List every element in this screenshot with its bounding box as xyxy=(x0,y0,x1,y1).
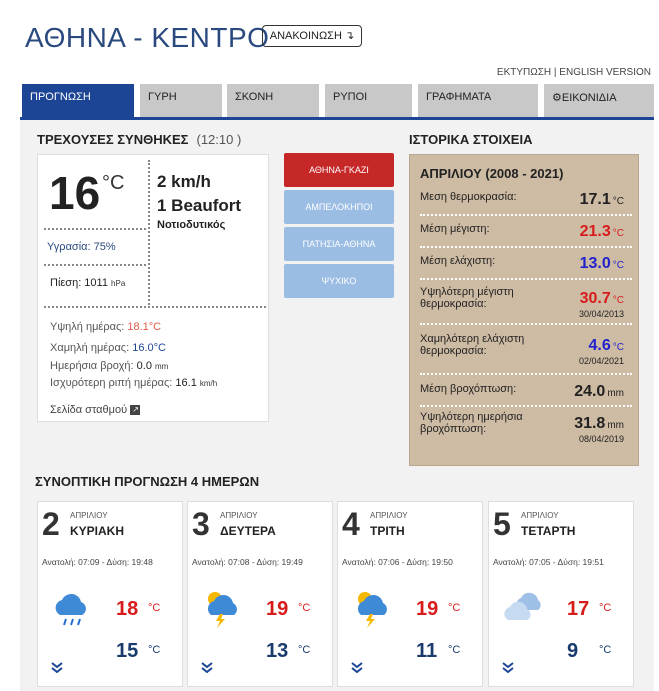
day-name: ΤΡΙΤΗ xyxy=(370,524,405,538)
expand-chevron-icon[interactable] xyxy=(50,662,64,677)
history-value: 21.3 xyxy=(579,223,611,240)
history-divider xyxy=(420,246,632,248)
cloudy-icon xyxy=(503,588,543,628)
current-time: (12:10 ) xyxy=(196,132,242,147)
daily-low-label: Χαμηλή ημέρας: xyxy=(50,342,130,354)
daily-gust-unit: km/h xyxy=(199,379,218,388)
divider-horizontal xyxy=(44,306,266,308)
history-divider xyxy=(420,214,632,216)
history-row-label: Μέση βροχόπτωση: xyxy=(420,383,517,395)
history-row-label-2: βροχόπτωση: xyxy=(420,423,487,435)
high-temperature: 19 xyxy=(416,598,439,620)
high-temperature: 19 xyxy=(266,598,289,620)
history-row-value xyxy=(589,337,624,355)
day-number: 4 xyxy=(342,506,360,542)
station-page-label: Σελίδα σταθμού xyxy=(50,404,128,416)
daily-high-label: Υψηλή ημέρας: xyxy=(50,321,125,333)
expand-chevron-icon[interactable] xyxy=(350,662,364,677)
daily-rain-label: Ημερήσια βροχή: xyxy=(50,360,134,372)
tab-icons[interactable]: ⚙ΕΙΚΟΝΙΔΙΑ xyxy=(544,84,654,118)
history-row-value xyxy=(574,383,624,401)
wind-speed: 2 km/h xyxy=(157,172,211,191)
external-link-icon: ↗ xyxy=(132,405,139,415)
history-row xyxy=(420,191,632,208)
history-row xyxy=(420,333,632,366)
day-number: 3 xyxy=(192,506,210,542)
history-row-date: 08/04/2019 xyxy=(578,434,624,444)
tab-forecast[interactable]: ΠΡΟΓΝΩΣΗ xyxy=(22,84,134,118)
stat-daily-gust xyxy=(50,377,217,389)
history-unit: °C xyxy=(612,260,624,271)
low-unit: °C xyxy=(148,644,161,656)
history-unit: °C xyxy=(612,295,624,306)
sunrise-sunset: Ανατολή: 07:08 - Δύση: 19:49 xyxy=(192,557,303,567)
history-row xyxy=(420,255,632,272)
history-value: 13.0 xyxy=(579,255,611,272)
high-unit: °C xyxy=(298,602,311,614)
low-unit: °C xyxy=(298,644,311,656)
daily-low-value: 16.0°C xyxy=(132,342,166,354)
expand-chevron-icon[interactable] xyxy=(501,662,515,677)
daily-gust-label: Ισχυρότερη ριπή ημέρας: xyxy=(50,377,173,389)
history-row-label: Μεση θερμοκρασία: xyxy=(420,191,517,203)
history-row-label: Μέση ελάχιστη: xyxy=(420,255,496,267)
history-row xyxy=(420,383,632,400)
history-row-label: Χαμηλότερη ελάχιστη xyxy=(420,333,525,345)
day-number: 5 xyxy=(493,506,511,542)
top-links xyxy=(497,67,651,78)
sunrise-sunset: Ανατολή: 07:05 - Δύση: 19:51 xyxy=(493,557,604,567)
history-value: 31.8 xyxy=(574,415,606,432)
stat-daily-low xyxy=(50,342,166,354)
sunrise-sunset: Ανατολή: 07:06 - Δύση: 19:50 xyxy=(342,557,453,567)
day-month: ΑΠΡΙΛΙΟΥ xyxy=(370,511,408,520)
history-unit: °C xyxy=(612,228,624,239)
history-row-date: 30/04/2013 xyxy=(578,309,624,319)
history-row-value xyxy=(580,191,624,209)
daily-rain-value: 0.0 xyxy=(136,360,152,372)
thunder-sun-cloud-icon xyxy=(202,588,242,628)
pressure-value: Πίεση: 1011 xyxy=(50,277,108,289)
history-row xyxy=(420,411,632,444)
page-title: ΑΘΗΝΑ - ΚΕΝΤΡΟ xyxy=(25,22,270,53)
tab-pollen[interactable]: ΓΥΡΗ xyxy=(140,84,222,118)
history-row-date: 02/04/2021 xyxy=(578,356,624,366)
forecast-day-card xyxy=(37,501,183,687)
humidity: Υγρασία: 75% xyxy=(47,241,116,253)
high-temperature: 18 xyxy=(116,598,139,620)
high-temperature: 17 xyxy=(567,598,590,620)
daily-rain-unit: mm xyxy=(155,362,169,371)
history-row-label: Μέση μέγιστη: xyxy=(420,223,490,235)
history-row xyxy=(420,286,632,319)
low-temperature: 11 xyxy=(416,640,438,662)
daily-high-value: 18.1°C xyxy=(127,321,162,333)
day-number: 2 xyxy=(42,506,60,542)
high-unit: °C xyxy=(599,602,612,614)
station-page-link[interactable] xyxy=(50,404,140,416)
history-row-value xyxy=(574,415,624,433)
announcement-button[interactable]: ΑΝΑΚΟΙΝΩΣΗ ↴ xyxy=(262,25,362,47)
day-name: ΔΕΥΤΕΡΑ xyxy=(220,524,276,538)
temperature-unit: °C xyxy=(102,172,125,194)
day-month: ΑΠΡΙΛΙΟΥ xyxy=(521,511,559,520)
history-divider xyxy=(420,405,632,407)
thunder-sun-cloud-icon xyxy=(352,588,392,628)
history-divider xyxy=(420,323,632,325)
day-name: ΤΕΤΑΡΤΗ xyxy=(521,524,576,538)
history-unit: °C xyxy=(612,342,624,353)
sunrise-sunset: Ανατολή: 07:09 - Δύση: 19:48 xyxy=(42,557,153,567)
history-value: 4.6 xyxy=(588,337,611,354)
current-conditions-heading xyxy=(37,132,241,147)
day-month: ΑΠΡΙΛΙΟΥ xyxy=(70,511,108,520)
daily-gust-value: 16.1 xyxy=(175,377,197,389)
history-unit: °C xyxy=(612,196,624,207)
location-psychiko-button[interactable]: ΨΥΧΙΚΟ xyxy=(284,264,394,298)
divider-vertical xyxy=(148,160,150,308)
divider-horizontal xyxy=(44,264,146,266)
history-row-label-2: θερμοκρασία: xyxy=(420,298,487,310)
history-unit: mm xyxy=(607,388,624,399)
history-row-label: Υψηλότερη μέγιστη xyxy=(420,286,514,298)
low-unit: °C xyxy=(448,644,461,656)
high-unit: °C xyxy=(148,602,161,614)
stat-daily-high xyxy=(50,321,161,333)
history-divider xyxy=(420,373,632,375)
forecast-day-card xyxy=(187,501,333,687)
low-temperature: 9 xyxy=(567,640,579,662)
wind-direction: Νοτιοδυτικός xyxy=(157,219,226,231)
history-row-value xyxy=(580,290,624,308)
location-patisia-button[interactable]: ΠΑΤΗΣΙΑ-ΑΘΗΝΑ xyxy=(284,227,394,261)
low-temperature: 13 xyxy=(266,640,289,662)
history-value: 17.1 xyxy=(579,191,611,208)
rain-cloud-icon xyxy=(52,588,92,628)
pressure-unit: hPa xyxy=(111,279,126,288)
forecast-day-card xyxy=(337,501,483,687)
current-heading-text: ΤΡΕΧΟΥΣΕΣ ΣΥΝΘΗΚΕΣ xyxy=(37,132,189,147)
wind-beaufort: 1 Beaufort xyxy=(157,196,242,215)
link-separator: | xyxy=(551,67,560,78)
history-row-label: Υψηλότερη ημερήσια xyxy=(420,411,523,423)
history-divider xyxy=(420,278,632,280)
forecast-heading: ΣΥΝΟΠΤΙΚΗ ΠΡΟΓΝΩΣΗ 4 ΗΜΕΡΩΝ xyxy=(35,474,260,489)
history-row-value xyxy=(580,223,624,241)
day-month: ΑΠΡΙΛΙΟΥ xyxy=(220,511,258,520)
history-row-label-2: θερμοκρασία: xyxy=(420,345,487,357)
tab-charts[interactable]: ΓΡΑΦΗΜΑΤΑ xyxy=(418,84,538,118)
current-temperature: 16 xyxy=(49,167,101,219)
history-row-value xyxy=(580,255,624,273)
print-link[interactable]: ΕΚΤΥΠΩΣΗ xyxy=(496,67,552,78)
location-athens-gazi-button[interactable]: ΑΘΗΝΑ-ΓΚΑΖΙ xyxy=(284,153,394,187)
location-ampelokipoi-button[interactable]: ΑΜΠΕΛΟΚΗΠΟΙ xyxy=(284,190,394,224)
tab-dust[interactable]: ΣΚΟΝΗ xyxy=(227,84,319,118)
high-unit: °C xyxy=(448,602,461,614)
low-unit: °C xyxy=(599,644,612,656)
history-row xyxy=(420,223,632,240)
english-version-link[interactable]: ENGLISH VERSION xyxy=(559,67,651,78)
forecast-day-card xyxy=(488,501,634,687)
pressure xyxy=(50,277,125,289)
history-period-title: ΑΠΡΙΛΙΟΥ (2008 - 2021) xyxy=(420,166,564,181)
day-name: ΚΥΡΙΑΚΗ xyxy=(70,524,125,538)
history-heading: ΙΣΤΟΡΙΚΑ ΣΤΟΙΧΕΙΑ xyxy=(409,132,533,147)
history-value: 30.7 xyxy=(579,290,611,307)
divider-horizontal xyxy=(44,228,146,230)
history-unit: mm xyxy=(607,420,624,431)
stat-daily-rain xyxy=(50,360,168,372)
expand-chevron-icon[interactable] xyxy=(200,662,214,677)
tab-pollutants[interactable]: ΡΥΠΟΙ xyxy=(325,84,412,118)
low-temperature: 15 xyxy=(116,640,139,662)
history-value: 24.0 xyxy=(574,383,606,400)
